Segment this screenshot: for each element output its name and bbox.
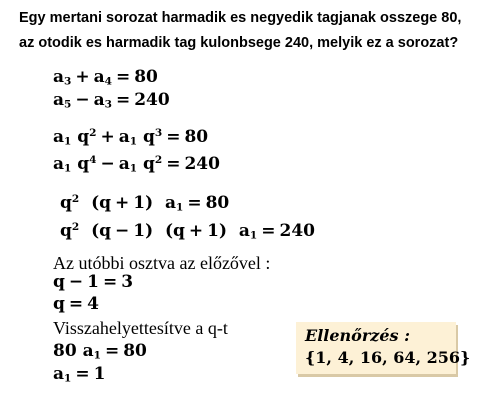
check-box: [296, 322, 471, 374]
equation-4: $a_1$ $q^4 - a_1$ $q^2 = 240$: [53, 153, 220, 175]
equation-1: $a_3 + a_4 = 80$: [53, 67, 158, 88]
equation-9: 80 $a_1 = 80$: [53, 341, 147, 362]
equation-6: $q^2$ (q − 1) (q + 1) $a_1 = 240$: [60, 220, 315, 242]
substitute-note: Visszahelyettesítve a q-t: [53, 318, 228, 338]
equation-8: q = 4: [53, 294, 99, 314]
check-value: {1, 4, 16, 64, 256}: [305, 348, 471, 367]
divide-note: Az utóbbi osztva az előzővel :: [53, 253, 271, 273]
equation-10: $a_1 = 1$: [53, 364, 106, 385]
equation-5: $q^2$ (q + 1) $a_1 = 80$: [60, 192, 230, 214]
equation-7: q − 1 = 3: [53, 272, 134, 292]
check-label: Ellenőrzés :: [305, 326, 411, 345]
problem-line-2: az otodik es harmadik tag kulonbsege 240, melyik ez a sorozat?: [19, 35, 459, 51]
equation-3: $a_1$ $q^2 + a_1$ $q^3 = 80$: [53, 126, 209, 148]
problem-line-1: Egy mertani sorozat harmadik es negyedik tagjanak osszege 80,: [19, 10, 462, 26]
equation-2: $a_5 - a_3 = 240$: [53, 90, 170, 111]
